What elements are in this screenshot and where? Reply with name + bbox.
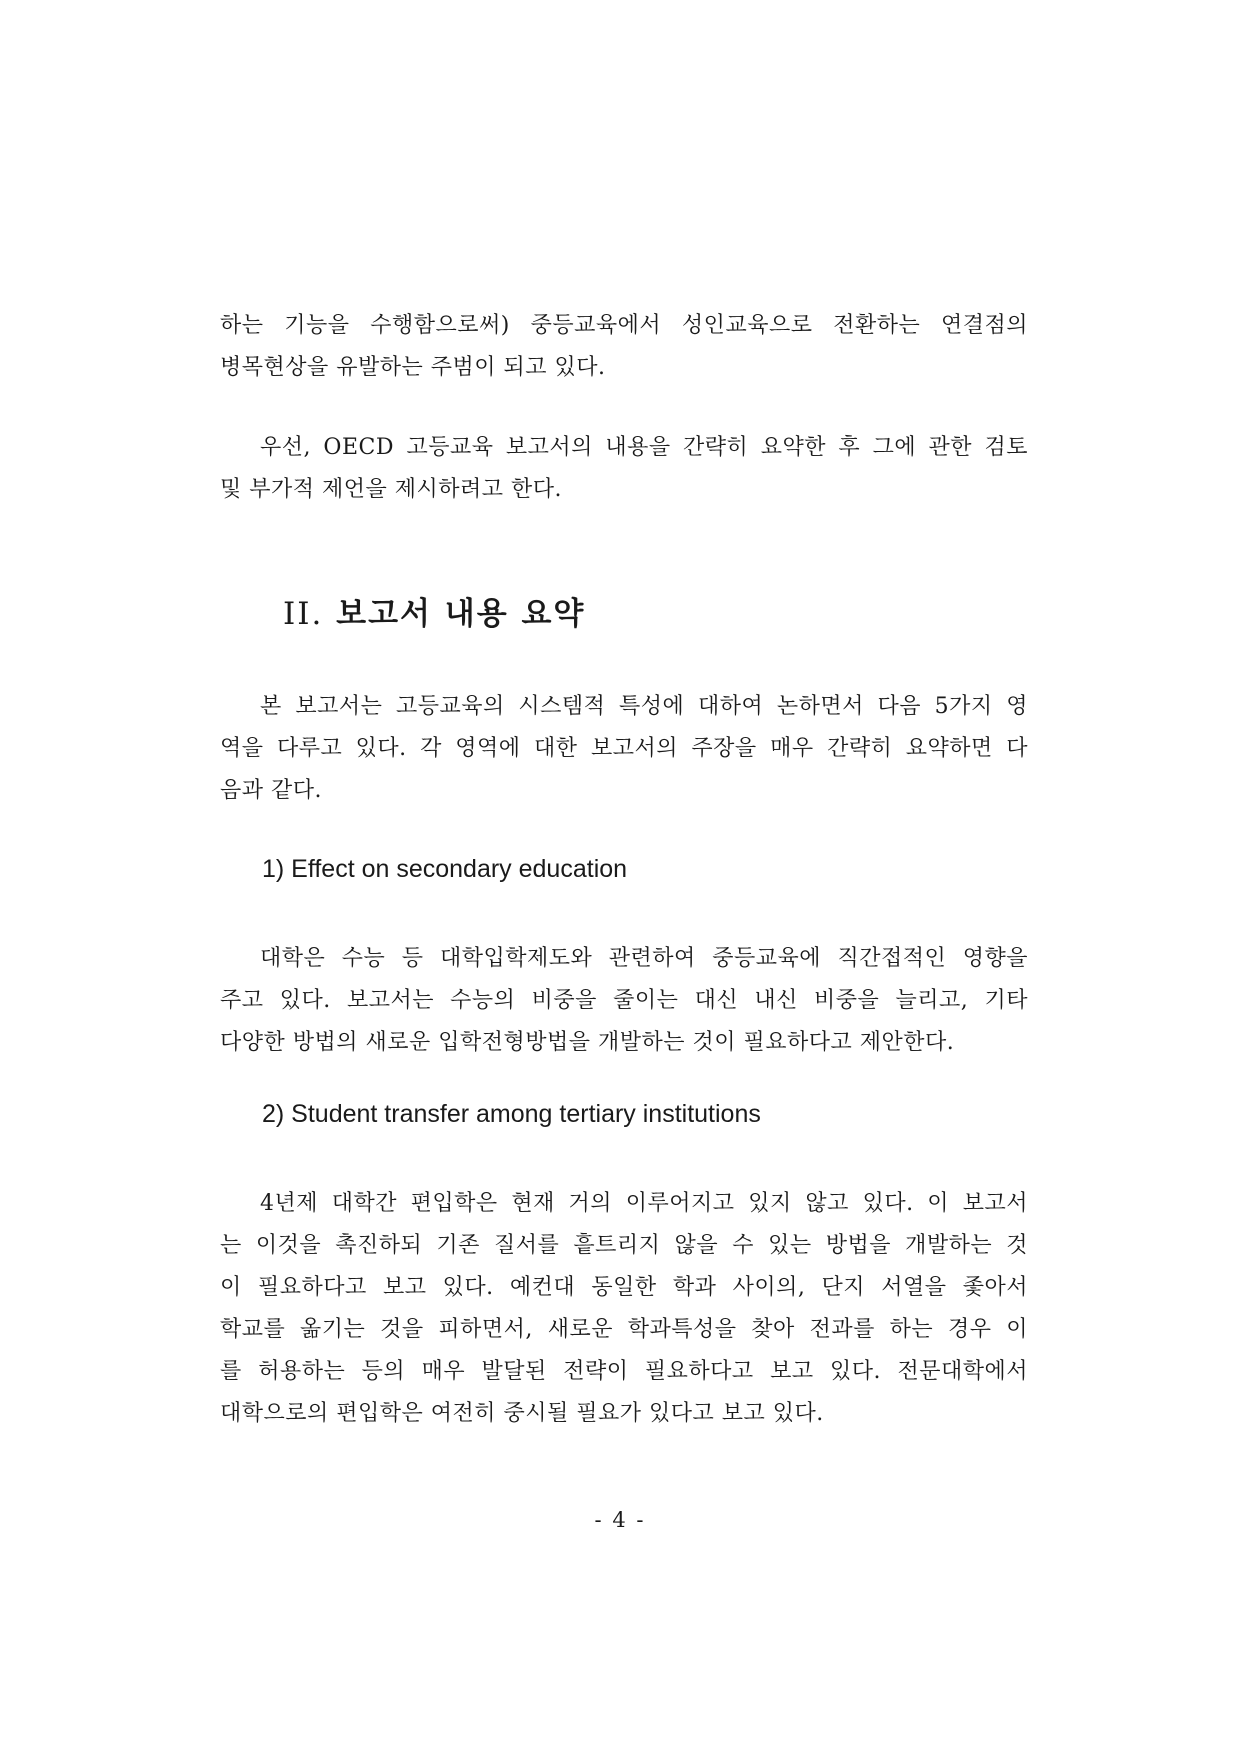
paragraph-line: 는 이것을 촉진하되 기존 질서를 흩트리지 않을 수 있는 방법을 개발하는 것 [220,1233,1028,1258]
paragraph-secondary-education [220,938,1028,1064]
paragraph-line: 학교를 옮기는 것을 피하면서, 새로운 학과특성을 찾아 전과를 하는 경우 이 [220,1317,1028,1342]
paragraph-line: 역을 다루고 있다. 각 영역에 대한 보고서의 주장을 매우 간략히 요약하면 다 [220,736,1028,761]
paragraph-line: 본 보고서는 고등교육의 시스템적 특성에 대하여 논하면서 다음 5가지 영 [260,694,1028,719]
paragraph-line: 주고 있다. 보고서는 수능의 비중을 줄이는 대신 내신 비중을 늘리고, 기타 [220,988,1028,1013]
paragraph-line: 및 부가적 제언을 제시하려고 한다. [220,477,562,502]
paragraph-line: 대학은 수능 등 대학입학제도와 관련하여 중등교육에 직간접적인 영향을 [260,946,1028,971]
paragraph-line: 병목현상을 유발하는 주범이 되고 있다. [220,355,606,380]
section-heading [283,588,585,633]
paragraph-line: 대학으로의 편입학은 여전히 중시될 필요가 있다고 보고 있다. [220,1401,824,1426]
paragraph-line: 음과 같다. [220,778,322,803]
section-numeral: II. [283,596,324,632]
paragraph-student-transfer [220,1183,1028,1435]
paragraph-line: 다양한 방법의 새로운 입학전형방법을 개발하는 것이 필요하다고 제안한다. [220,1030,955,1055]
paragraph-line: 우선, OECD 고등교육 보고서의 내용을 간략히 요약한 후 그에 관한 검토 [260,435,1028,460]
page-number: - 4 - [594,1508,646,1532]
paragraph-continuation [220,305,1028,389]
paragraph-intro [220,427,1028,511]
section-title-text: 보고서 내용 요약 [336,596,586,632]
paragraph-line: 이 필요하다고 보고 있다. 예컨대 동일한 학과 사이의, 단지 서열을 좇아서 [220,1275,1028,1300]
subheading-student-transfer: 2) Student transfer among tertiary institutions [262,1100,761,1128]
paragraph-line: 를 허용하는 등의 매우 발달된 전략이 필요하다고 보고 있다. 전문대학에서 [220,1359,1028,1384]
paragraph-overview [220,686,1028,812]
subheading-secondary-education: 1) Effect on secondary education [262,855,628,883]
paragraph-line: 4년제 대학간 편입학은 현재 거의 이루어지고 있지 않고 있다. 이 보고서 [260,1191,1028,1216]
paragraph-line: 하는 기능을 수행함으로써) 중등교육에서 성인교육으로 전환하는 연결점의 [220,313,1028,338]
